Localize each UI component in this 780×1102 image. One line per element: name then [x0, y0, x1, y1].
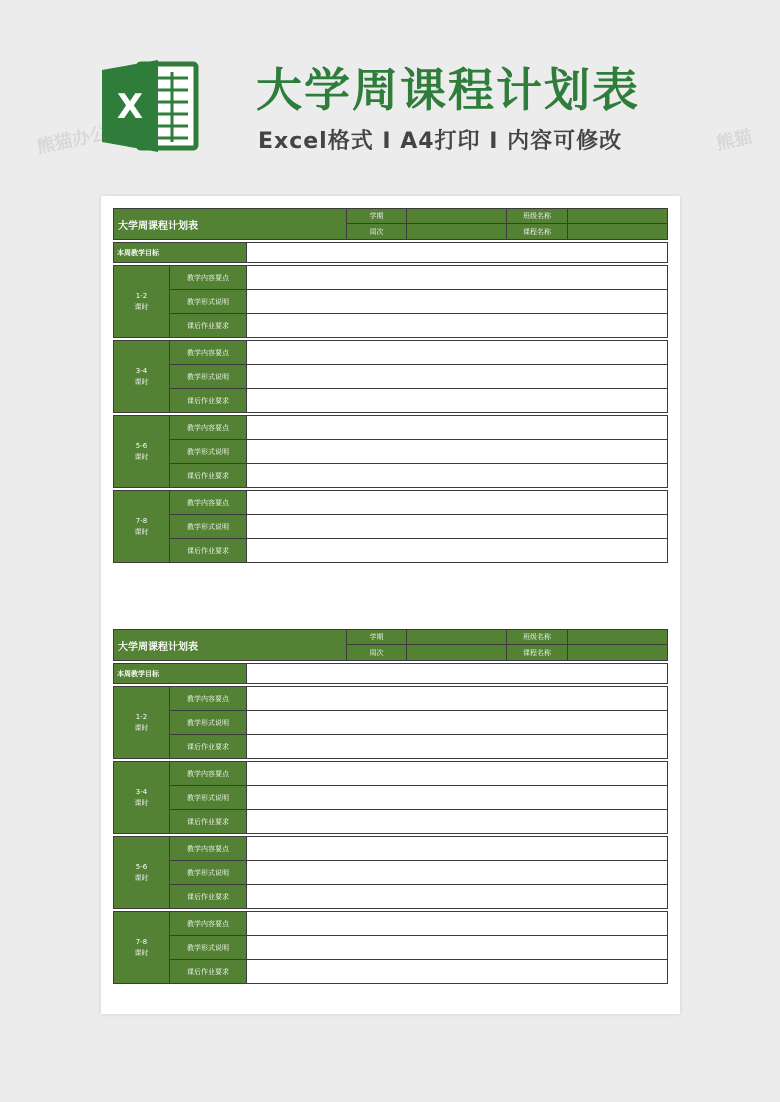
period-unit: 课时: [134, 798, 149, 807]
row-input[interactable]: [247, 515, 668, 539]
term-label: 学期: [347, 209, 407, 224]
period-unit: 课时: [134, 302, 149, 311]
row-input[interactable]: [247, 837, 668, 861]
period-cell: [114, 416, 170, 488]
row-input[interactable]: [247, 762, 668, 786]
row-input[interactable]: [247, 416, 668, 440]
row-label: 课后作业要求: [170, 885, 247, 909]
period-unit: 课时: [134, 723, 149, 732]
row-label: 教学形式说明: [170, 936, 247, 960]
class-label: 班级名称: [507, 630, 568, 645]
row-input[interactable]: [247, 960, 668, 984]
period-cell: [114, 687, 170, 759]
goal-label: 本周教学目标: [114, 243, 247, 263]
goal-value[interactable]: [247, 664, 668, 684]
row-label: 课后作业要求: [170, 810, 247, 834]
row-input[interactable]: [247, 389, 668, 413]
row-input[interactable]: [247, 266, 668, 290]
class-value[interactable]: [568, 630, 668, 645]
period-range: 5-6: [135, 441, 148, 450]
row-label: 教学形式说明: [170, 290, 247, 314]
period-unit: 课时: [134, 452, 149, 461]
period-range: 7-8: [135, 937, 148, 946]
row-input[interactable]: [247, 885, 668, 909]
period-unit: 课时: [134, 527, 149, 536]
period-range: 1-2: [135, 712, 148, 721]
week-label: 周次: [347, 224, 407, 240]
week-value[interactable]: [407, 224, 507, 240]
row-input[interactable]: [247, 365, 668, 389]
logo-letter: X: [116, 87, 144, 127]
row-input[interactable]: [247, 936, 668, 960]
row-label: 课后作业要求: [170, 539, 247, 563]
goal-label: 本周教学目标: [114, 664, 247, 684]
plan-table: [113, 208, 668, 563]
row-label: 教学形式说明: [170, 711, 247, 735]
row-input[interactable]: [247, 810, 668, 834]
course-label: 课程名称: [507, 224, 568, 240]
row-input[interactable]: [247, 491, 668, 515]
row-label: 教学内容要点: [170, 416, 247, 440]
row-label: 教学形式说明: [170, 861, 247, 885]
row-input[interactable]: [247, 687, 668, 711]
row-label: 课后作业要求: [170, 735, 247, 759]
goal-value[interactable]: [247, 243, 668, 263]
sheet-title: 大学周课程计划表: [114, 209, 347, 240]
row-input[interactable]: [247, 735, 668, 759]
row-label: 教学内容要点: [170, 762, 247, 786]
row-input[interactable]: [247, 341, 668, 365]
row-label: 课后作业要求: [170, 389, 247, 413]
sheet-title: 大学周课程计划表: [114, 630, 347, 661]
row-label: 教学形式说明: [170, 515, 247, 539]
class-label: 班级名称: [507, 209, 568, 224]
course-value[interactable]: [568, 645, 668, 661]
row-label: 教学形式说明: [170, 365, 247, 389]
row-input[interactable]: [247, 314, 668, 338]
row-input[interactable]: [247, 290, 668, 314]
row-input[interactable]: [247, 912, 668, 936]
row-label: 课后作业要求: [170, 464, 247, 488]
period-cell: [114, 491, 170, 563]
period-unit: 课时: [134, 377, 149, 386]
period-cell: [114, 266, 170, 338]
term-value[interactable]: [407, 630, 507, 645]
row-label: 教学内容要点: [170, 837, 247, 861]
row-label: 课后作业要求: [170, 960, 247, 984]
row-label: 教学内容要点: [170, 687, 247, 711]
row-input[interactable]: [247, 464, 668, 488]
course-label: 课程名称: [507, 645, 568, 661]
period-range: 1-2: [135, 291, 148, 300]
plan-sheet-1: [113, 208, 667, 563]
row-label: 教学内容要点: [170, 912, 247, 936]
class-value[interactable]: [568, 209, 668, 224]
period-range: 3-4: [135, 366, 148, 375]
page-subtitle: Excel格式 I A4打印 I 内容可修改: [258, 129, 623, 154]
plan-sheet-2: [113, 629, 667, 984]
row-label: 教学内容要点: [170, 491, 247, 515]
row-input[interactable]: [247, 539, 668, 563]
period-range: 5-6: [135, 862, 148, 871]
period-range: 3-4: [135, 787, 148, 796]
row-label: 教学内容要点: [170, 266, 247, 290]
row-input[interactable]: [247, 440, 668, 464]
period-cell: [114, 762, 170, 834]
row-input[interactable]: [247, 786, 668, 810]
period-cell: [114, 912, 170, 984]
row-input[interactable]: [247, 711, 668, 735]
period-range: 7-8: [135, 516, 148, 525]
week-value[interactable]: [407, 645, 507, 661]
term-label: 学期: [347, 630, 407, 645]
row-label: 教学内容要点: [170, 341, 247, 365]
period-unit: 课时: [134, 873, 149, 882]
term-value[interactable]: [407, 209, 507, 224]
watermark: 熊猫办公: [34, 122, 110, 159]
period-unit: 课时: [134, 948, 149, 957]
watermark: 熊猫: [714, 126, 755, 155]
course-value[interactable]: [568, 224, 668, 240]
excel-logo-icon: [100, 58, 200, 154]
row-label: 教学形式说明: [170, 786, 247, 810]
period-cell: [114, 837, 170, 909]
row-label: 教学形式说明: [170, 440, 247, 464]
document-paper: [101, 196, 680, 1014]
week-label: 周次: [347, 645, 407, 661]
plan-table: [113, 629, 668, 984]
page-title: 大学周课程计划表: [256, 63, 640, 117]
page-header: [0, 0, 780, 190]
row-label: 课后作业要求: [170, 314, 247, 338]
period-cell: [114, 341, 170, 413]
row-input[interactable]: [247, 861, 668, 885]
